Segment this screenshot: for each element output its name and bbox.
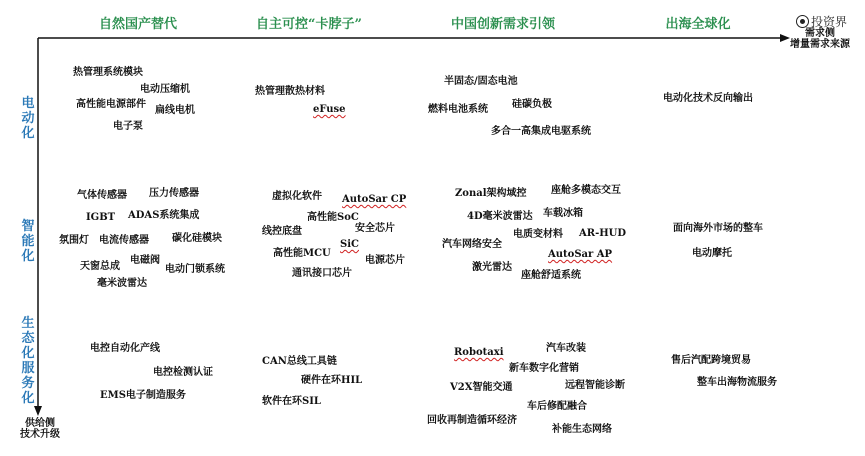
y-axis-label-line2: 技术升级 — [20, 429, 60, 440]
x-axis-label-line1: 需求侧 — [805, 28, 835, 39]
item: 座舱舒适系统 — [521, 270, 581, 281]
item: 热管理系统模块 — [73, 67, 143, 78]
item: 电动门锁系统 — [165, 264, 225, 275]
item: 虚拟化软件 — [272, 191, 322, 202]
item: 热管理散热材料 — [255, 86, 325, 97]
row-header-ecosystem-service: 生态化服务化 — [21, 316, 35, 406]
item: 电流传感器 — [99, 235, 149, 246]
item: 电动压缩机 — [140, 84, 190, 95]
item: 毫米波雷达 — [97, 278, 147, 289]
item: 多合一高集成电驱系统 — [491, 126, 591, 137]
x-axis-label — [790, 28, 850, 50]
item: V2X智能交通 — [450, 382, 513, 393]
item: 车载冰箱 — [543, 208, 583, 219]
item: 电控自动化产线 — [90, 343, 160, 354]
item: AutoSar AP — [548, 249, 613, 260]
item: 线控底盘 — [262, 226, 302, 237]
column-header-self-control: 自主可控“卡脖子” — [256, 17, 362, 32]
item: 电控检测认证 — [153, 367, 213, 378]
row-header-intelligence: 智能化 — [21, 219, 35, 264]
item: 新车数字化营销 — [509, 363, 579, 374]
item: 汽车改装 — [546, 343, 586, 354]
item: eFuse — [313, 104, 346, 115]
x-axis-label-line2: 增量需求来源 — [790, 39, 850, 50]
item: 电磁阀 — [130, 255, 160, 266]
column-header-globalization: 出海全球化 — [665, 17, 731, 32]
watermark-logo-icon — [796, 15, 809, 28]
item: AutoSar CP — [342, 194, 407, 205]
item: 安全芯片 — [355, 223, 395, 234]
item: 4D毫米波雷达 — [467, 211, 533, 222]
item: IGBT — [86, 212, 116, 223]
item: 电子泵 — [113, 121, 143, 132]
item: 半固态/固态电池 — [444, 76, 518, 87]
item: 电动化技术反向输出 — [663, 93, 753, 104]
item: 电质变材料 — [513, 229, 563, 240]
item: 高性能SoC — [307, 212, 359, 223]
item: SiC — [340, 239, 359, 250]
item: 扁线电机 — [155, 105, 195, 116]
item: 电源芯片 — [365, 255, 405, 266]
item: 气体传感器 — [77, 190, 127, 201]
item: 天窗总成 — [80, 261, 120, 272]
item: 电动摩托 — [692, 248, 732, 259]
column-header-china-innovation: 中国创新需求引领 — [450, 17, 556, 32]
item: Robotaxi — [454, 347, 504, 358]
item: 激光雷达 — [472, 262, 512, 273]
item: 车后修配融合 — [527, 401, 587, 412]
item: 氛围灯 — [59, 235, 89, 246]
item: 售后汽配跨境贸易 — [671, 355, 751, 366]
y-axis-label-line1: 供给侧 — [25, 418, 55, 429]
item: ADAS系统集成 — [128, 210, 200, 221]
item: 高性能MCU — [273, 248, 331, 259]
item: 面向海外市场的整车 — [673, 223, 763, 234]
item: 碳化硅模块 — [172, 233, 222, 244]
item: 通讯接口芯片 — [292, 268, 352, 279]
item: 汽车网络安全 — [442, 239, 502, 250]
item: 整车出海物流服务 — [697, 377, 777, 388]
item: 硬件在环HIL — [301, 375, 363, 386]
x-axis-arrowhead — [780, 34, 790, 42]
item: 远程智能诊断 — [565, 380, 625, 391]
item: EMS电子制造服务 — [100, 390, 186, 401]
y-axis-label — [20, 418, 60, 440]
item: 燃料电池系统 — [428, 104, 488, 115]
item: 硅碳负极 — [512, 99, 552, 110]
watermark-text: 投资界 — [810, 15, 847, 29]
watermark — [796, 13, 847, 30]
column-header-domestic-substitution: 自然国产替代 — [98, 17, 178, 32]
item: Zonal架构域控 — [455, 188, 527, 199]
item: CAN总线工具链 — [262, 356, 337, 367]
item: 座舱多模态交互 — [551, 185, 621, 196]
row-header-electrification: 电动化 — [21, 96, 35, 141]
item: 软件在环SIL — [262, 396, 321, 407]
y-axis-arrowhead — [34, 406, 42, 416]
item: 高性能电源部件 — [76, 99, 146, 110]
item: AR-HUD — [579, 228, 627, 239]
item: 压力传感器 — [149, 188, 199, 199]
item: 回收再制造循环经济 — [427, 415, 517, 426]
item: 补能生态网络 — [552, 424, 612, 435]
